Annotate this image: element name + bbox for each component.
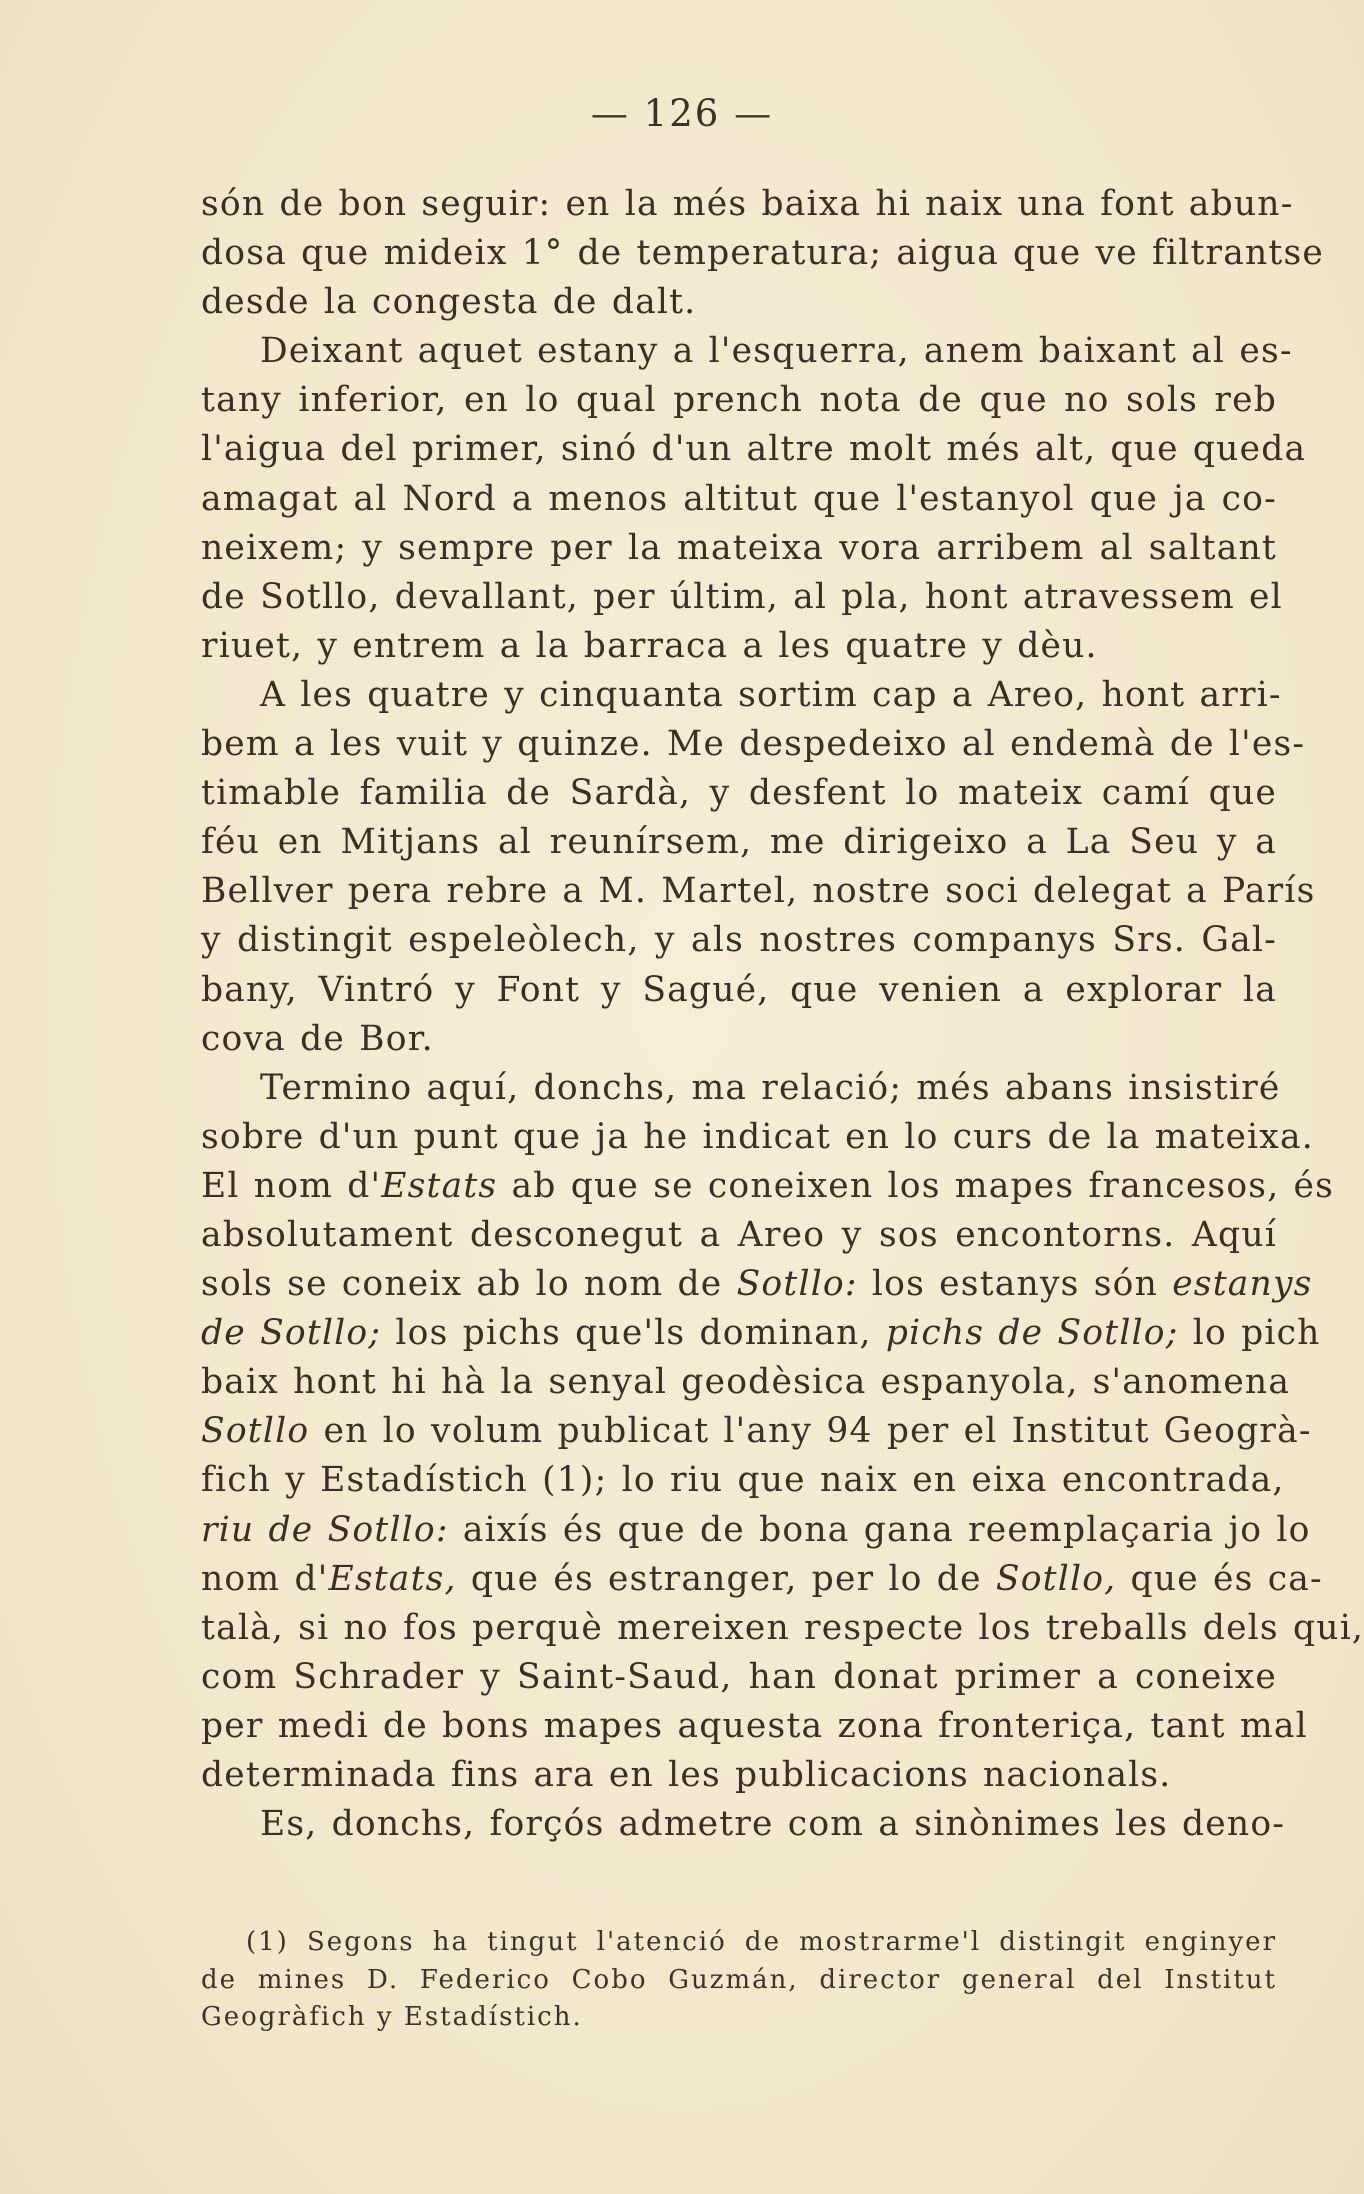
text-run: que és estranger, per lo de bbox=[456, 1558, 996, 1599]
text-run: neixem; y sempre per la mateixa vora arribem al saltant bbox=[201, 527, 1277, 568]
text-line bbox=[201, 818, 1277, 867]
body-text bbox=[201, 180, 1364, 1849]
text-line bbox=[201, 1260, 1313, 1309]
text-run: fich y Estadístich (1); lo riu que naix en eixa encontrada, bbox=[201, 1460, 1285, 1501]
italic-text: Sotllo, bbox=[995, 1558, 1117, 1599]
text-line bbox=[201, 278, 1277, 327]
text-run: absolutament desconegut a Areo y sos encontorns. Aquí bbox=[201, 1214, 1277, 1255]
text-run: sols se coneix ab lo nom de bbox=[201, 1264, 737, 1305]
footnote-line bbox=[201, 1962, 1277, 2000]
italic-text: Estats bbox=[381, 1165, 498, 1206]
text-run: tany inferior, en lo qual prench nota de que no sols reb bbox=[201, 380, 1277, 421]
text-run: dosa que mideix 1° de temperatura; aigua que ve filtrantse bbox=[201, 233, 1324, 274]
text-run: desde la congesta de dalt. bbox=[201, 282, 697, 323]
text-line bbox=[201, 180, 1294, 229]
text-line bbox=[201, 720, 1306, 769]
text-line bbox=[201, 671, 1282, 720]
text-line bbox=[201, 769, 1277, 818]
text-run: sobre d'un punt que ja he indicat en lo curs de la mateixa. bbox=[201, 1116, 1314, 1157]
text-run: lo pich bbox=[1178, 1313, 1321, 1354]
text-line bbox=[201, 524, 1277, 573]
text-run: nom d' bbox=[201, 1558, 329, 1599]
text-run: los estanys són bbox=[857, 1264, 1173, 1305]
text-run: de Sotllo, devallant, per últim, al pla, hont atravessem el bbox=[201, 576, 1283, 617]
italic-text: de Sotllo; bbox=[201, 1313, 382, 1354]
text-run: Geogràfich y Estadístich. bbox=[201, 2002, 583, 2032]
text-run: que és ca- bbox=[1116, 1558, 1323, 1599]
footnote-line bbox=[201, 1999, 1277, 2037]
text-line bbox=[201, 327, 1293, 376]
italic-text: pichs de Sotllo; bbox=[885, 1313, 1179, 1354]
text-line bbox=[201, 622, 1277, 671]
text-run: de mines D. Federico Cobo Guzmán, director general del Institut bbox=[201, 1964, 1277, 1995]
text-run: Deixant aquet estany a l'esquerra, anem baixant al es- bbox=[260, 331, 1293, 372]
text-line bbox=[201, 1309, 1321, 1358]
text-line bbox=[201, 966, 1277, 1015]
text-run: baix hont hi hà la senyal geodèsica espanyola, s'anomena bbox=[201, 1362, 1291, 1403]
text-run: talà, si no fos perquè mereixen respecte los treballs dels qui, bbox=[201, 1607, 1364, 1648]
text-run: los pichs que'ls dominan, bbox=[381, 1313, 886, 1354]
text-line bbox=[201, 916, 1277, 965]
text-line bbox=[201, 1506, 1311, 1555]
italic-text: Sotllo: bbox=[736, 1264, 858, 1305]
text-run: Bellver pera rebre a M. Martel, nostre soci delegat a París bbox=[201, 871, 1316, 912]
text-line bbox=[201, 1064, 1281, 1113]
text-line bbox=[201, 1751, 1277, 1800]
text-line bbox=[201, 425, 1307, 474]
text-line bbox=[201, 867, 1316, 916]
footnote-line bbox=[201, 1924, 1277, 1962]
text-run: (1) Segons ha tingut l'atenció de mostrarme'l distingit enginyer bbox=[246, 1927, 1277, 1957]
text-run: l'aigua del primer, sinó d'un altre molt més alt, que queda bbox=[201, 429, 1307, 470]
text-run: Termino aquí, donchs, ma relació; més abans insistiré bbox=[260, 1067, 1281, 1108]
italic-text: estanys bbox=[1172, 1264, 1313, 1305]
text-run: aixís és que de bona gana reemplaçaria jo lo bbox=[448, 1509, 1311, 1550]
text-run: per medi de bons mapes aquesta zona fronteriça, tant mal bbox=[201, 1705, 1308, 1746]
text-line bbox=[201, 1702, 1308, 1751]
text-run: cova de Bor. bbox=[201, 1018, 434, 1059]
text-line bbox=[201, 376, 1277, 425]
text-run: riuet, y entrem a la barraca a les quatre y dèu. bbox=[201, 625, 1098, 666]
italic-text: Estats, bbox=[328, 1558, 457, 1599]
text-line bbox=[201, 573, 1283, 622]
footnote bbox=[201, 1924, 1277, 2037]
text-run: com Schrader y Saint-Saud, han donat primer a coneixe bbox=[201, 1656, 1277, 1697]
page-number: — 126 — bbox=[590, 92, 774, 135]
text-run: féu en Mitjans al reunírsem, me dirigeixo a La Seu y a bbox=[201, 822, 1277, 863]
text-run: en lo volum publicat l'any 94 per el Institut Geogrà- bbox=[309, 1411, 1312, 1452]
italic-text: Sotllo bbox=[201, 1411, 310, 1452]
text-run: Es, donchs, forçós admetre com a sinònimes les deno- bbox=[260, 1804, 1286, 1845]
text-line bbox=[201, 1211, 1277, 1260]
text-line bbox=[201, 1407, 1312, 1456]
text-run: són de bon seguir: en la més baixa hi naix una font abun- bbox=[201, 184, 1294, 224]
text-line bbox=[201, 1162, 1335, 1211]
text-line bbox=[201, 1358, 1291, 1407]
text-run: ab que se coneixen los mapes francesos, és bbox=[497, 1165, 1335, 1206]
text-run: A les quatre y cinquanta sortim cap a Areo, hont arri- bbox=[260, 674, 1282, 715]
italic-text: riu de Sotllo: bbox=[201, 1509, 449, 1550]
text-line bbox=[201, 1604, 1364, 1653]
text-line bbox=[201, 1113, 1314, 1162]
text-line bbox=[201, 1456, 1285, 1505]
text-run: timable familia de Sardà, y desfent lo mateix camí que bbox=[201, 773, 1277, 814]
text-line bbox=[201, 1653, 1277, 1702]
text-run: bem a les vuit y quinze. Me despedeixo al endemà de l'es- bbox=[201, 724, 1306, 765]
text-line bbox=[201, 229, 1324, 278]
text-run: y distingit espeleòlech, y als nostres companys Srs. Gal- bbox=[201, 920, 1277, 961]
text-line bbox=[201, 1800, 1286, 1849]
text-run: determinada fins ara en les publicacions nacionals. bbox=[201, 1755, 1172, 1795]
text-run: amagat al Nord a menos altitut que l'estanyol que ja co- bbox=[201, 478, 1277, 519]
text-line bbox=[201, 1015, 1277, 1064]
text-run: bany, Vintró y Font y Sagué, que venien a explorar la bbox=[201, 969, 1277, 1010]
text-line bbox=[201, 475, 1277, 524]
text-line bbox=[201, 1555, 1323, 1604]
text-run: El nom d' bbox=[201, 1165, 382, 1206]
